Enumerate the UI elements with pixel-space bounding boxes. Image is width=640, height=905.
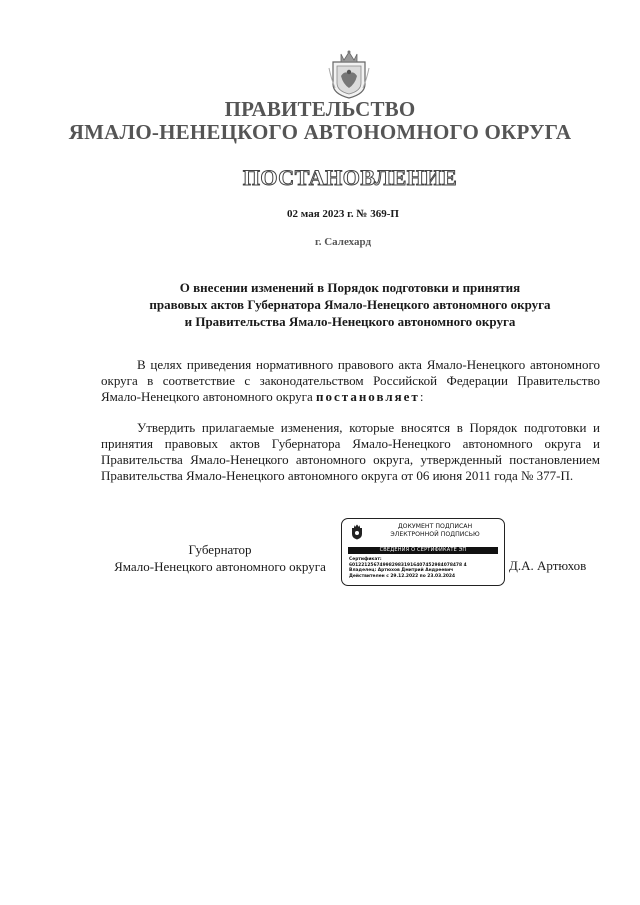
preamble-text: В целях приведения нормативного правового акта Ямало-Ненецкого автономного округа в соответствие с законодательством Российской Федерации Правительство Ямало-Ненецкого автономного округа — [101, 357, 600, 404]
stamp-heading-line2: ЭЛЕКТРОННОЙ ПОДПИСЬЮ — [390, 531, 480, 538]
coat-of-arms-emblem — [327, 48, 371, 100]
resolves-keyword: постановляет — [316, 389, 420, 404]
organization-name-line2: ЯМАЛО-НЕНЕЦКОГО АВТОНОМНОГО ОКРУГА — [68, 120, 572, 144]
stamp-validity: Действителен с 29.12.2022 по 23.03.2024 — [349, 573, 456, 579]
preamble-colon: : — [419, 389, 424, 404]
document-type: ПОСТАНОВЛЕНИЕ — [242, 165, 458, 190]
stamp-certificate-bar: СВЕДЕНИЯ О СЕРТИФИКАТЕ ЭП — [348, 547, 498, 554]
organization-name-line1: ПРАВИТЕЛЬСТВО — [224, 97, 416, 121]
stamp-emblem-icon — [350, 524, 364, 540]
signer-position-line1: Губернатор — [188, 542, 252, 557]
stamp-cert-label: Сертификат: — [349, 557, 382, 562]
signer-position-line2: Ямало-Ненецкого автономного округа — [114, 559, 326, 574]
signer-position — [100, 541, 340, 575]
document-city: г. Салехард — [314, 236, 372, 248]
title-line: О внесении изменений в Порядок подготовки и принятия — [179, 280, 521, 295]
signer-name: Д.А. Артюхов — [509, 558, 587, 573]
operative-paragraph: Утвердить прилагаемые изменения, которые вносятся в Порядок подготовки и принятия правовых актов Губернатора Ямало-Ненецкого автономного округа и Правительства Ямало-Ненецкого автономного округа, утвержденный постановлением Правительства Ямало-Ненецкого автономного округа от 06 июня 2011 года № 377-П. — [101, 420, 600, 483]
stamp-cert-number: 6012212567499829831916407452984078478 4 — [349, 562, 467, 568]
stamp-heading — [368, 523, 502, 539]
preamble-paragraph — [101, 357, 600, 405]
title-line: и Правительства Ямало-Ненецкого автономного округа — [184, 314, 516, 329]
title-line: правовых актов Губернатора Ямало-Ненецкого автономного округа — [149, 297, 551, 312]
electronic-signature-stamp — [341, 518, 505, 586]
document-title — [100, 279, 600, 330]
stamp-owner: Владелец: Артюхов Дмитрий Андреевич — [349, 568, 454, 573]
document-date-number: 02 мая 2023 г. № 369-П — [287, 208, 399, 220]
stamp-heading-line1: ДОКУМЕНТ ПОДПИСАН — [397, 523, 473, 530]
